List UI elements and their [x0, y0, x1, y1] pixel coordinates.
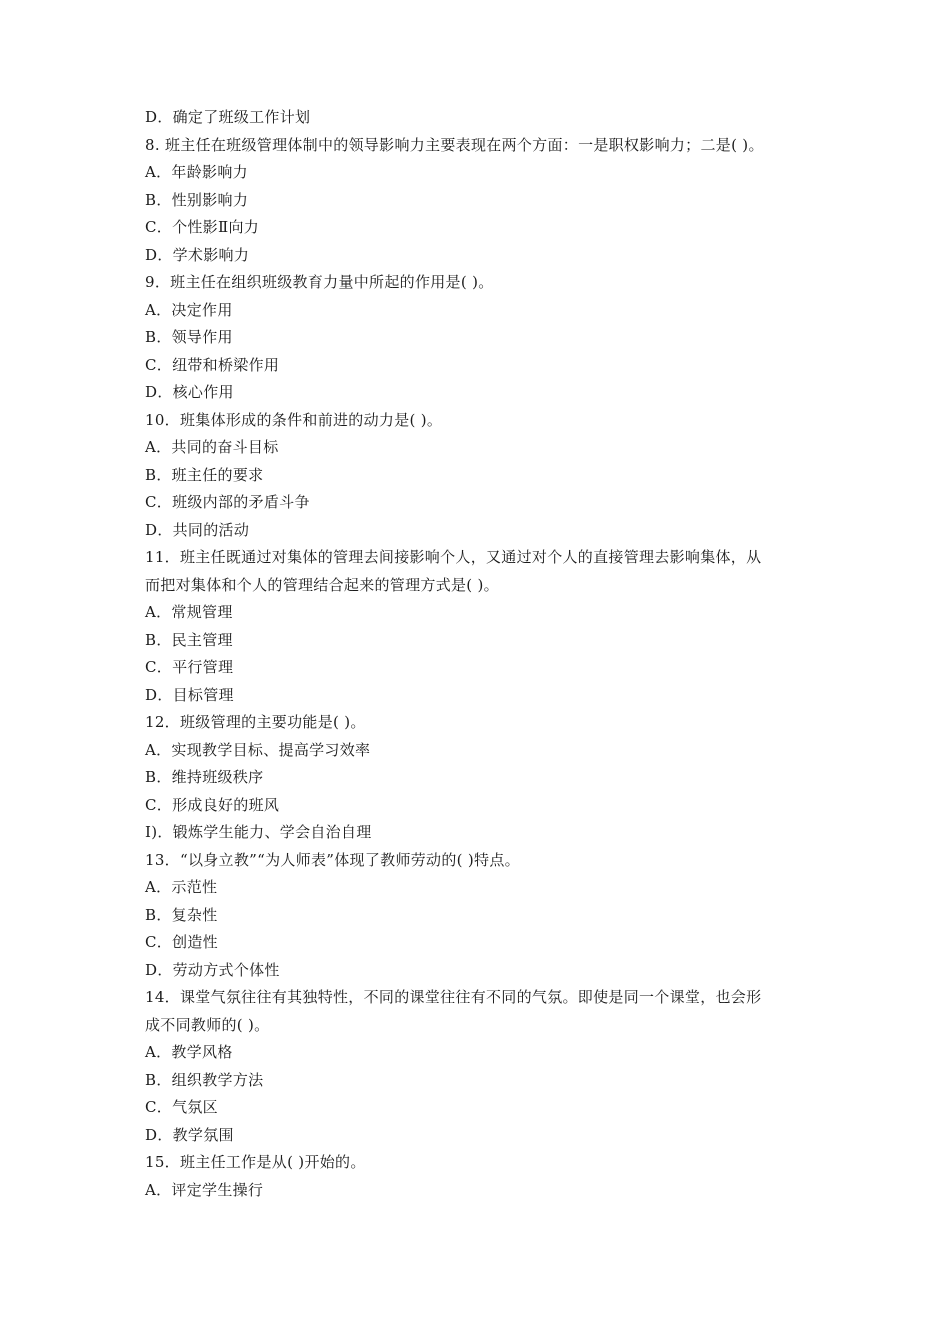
option-line: D．共同的活动	[145, 520, 250, 539]
option-line: B．组织教学方法	[145, 1070, 264, 1089]
option-line: D．教学氛围	[145, 1125, 234, 1144]
question-line: 15．班主任工作是从( )开始的。	[145, 1153, 366, 1171]
option-line: I)．锻炼学生能力、学会自治自理	[145, 823, 372, 841]
option-line: C．班级内部的矛盾斗争	[145, 493, 310, 511]
option-line: D．学术影响力	[145, 245, 250, 264]
option-line: A．教学风格	[145, 1043, 233, 1061]
option-line: A．年龄影响力	[145, 163, 248, 181]
document-body	[145, 104, 825, 1204]
option-line: C．形成良好的班风	[145, 795, 280, 814]
option-line: A．共同的奋斗目标	[145, 438, 279, 456]
option-line: A．示范性	[145, 878, 218, 896]
option-line: B．复杂性	[145, 905, 218, 924]
option-line: D．确定了班级工作计划	[145, 108, 311, 126]
option-line: B．领导作用	[145, 328, 233, 346]
option-line: C．创造性	[145, 933, 218, 951]
option-line: B．性别影响力	[145, 190, 249, 209]
option-line: B．民主管理	[145, 630, 233, 649]
question-line: 14．课堂气氛往往有其独特性，不同的课堂往往有不同的气氛。即使是同一个课堂，也会形	[145, 988, 762, 1006]
question-line: 8. 班主任在班级管理体制中的领导影响力主要表现在两个方面：一是职权影响力；二是( )。	[145, 135, 764, 154]
question-line: 成不同教师的( )。	[145, 1015, 270, 1034]
question-line: 13．“以身立教”“为人师表”体现了教师劳动的( )特点。	[145, 850, 520, 869]
option-line: D．劳动方式个体性	[145, 960, 280, 979]
option-line: D．核心作用	[145, 383, 234, 401]
option-line: A．评定学生操行	[145, 1180, 264, 1199]
option-line: D．目标管理	[145, 685, 234, 704]
option-line: C．纽带和桥梁作用	[145, 355, 280, 374]
question-line: 9．班主任在组织班级教育力量中所起的作用是( )。	[145, 273, 494, 291]
option-line: A．决定作用	[145, 300, 233, 319]
option-line: C．气氛区	[145, 1098, 218, 1116]
option-line: B．维持班级秩序	[145, 768, 264, 786]
option-line: B．班主任的要求	[145, 465, 264, 484]
option-line: C．平行管理	[145, 658, 234, 676]
question-line: 11．班主任既通过对集体的管理去间接影响个人，又通过对个人的直接管理去影响集体，从	[145, 548, 762, 566]
option-line: A．常规管理	[145, 603, 233, 621]
question-line: 12．班级管理的主要功能是( )。	[145, 713, 366, 731]
option-line: A．实现教学目标、提高学习效率	[145, 740, 371, 759]
option-line: C．个性影Ⅱ向力	[145, 218, 260, 236]
question-line: 10．班集体形成的条件和前进的动力是( )。	[145, 410, 443, 429]
question-line: 而把对集体和个人的管理结合起来的管理方式是( )。	[145, 575, 499, 594]
